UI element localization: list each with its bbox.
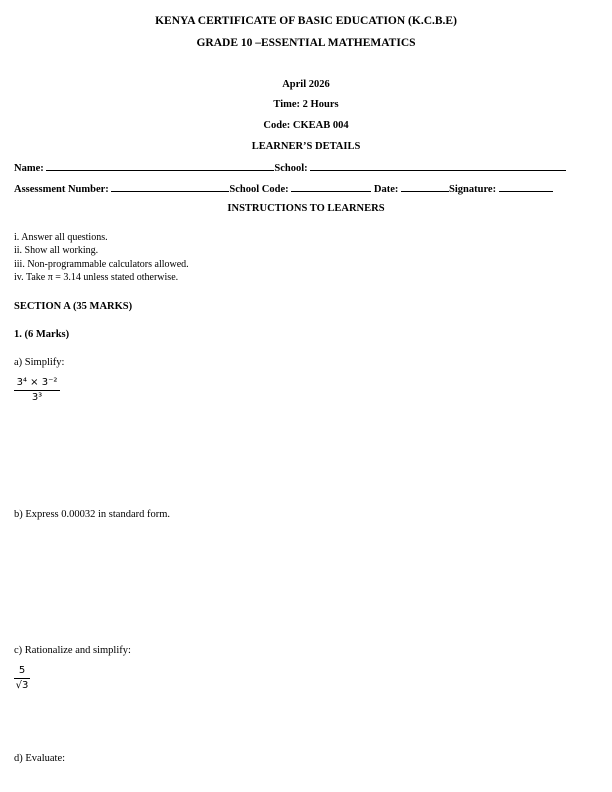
fraction-numerator: 3⁴ × 3⁻² (16, 377, 58, 388)
date-label: Date: (373, 184, 399, 195)
assessment-number-label: Assessment Number: (14, 184, 109, 195)
instruction-item: ii. Show all working. (14, 245, 99, 257)
signature-field[interactable] (499, 181, 553, 192)
learner-fields-row-2 (14, 181, 598, 196)
fraction-denominator: √3 (15, 680, 29, 691)
school-code-field[interactable] (291, 181, 371, 192)
instruction-item: i. Answer all questions. (14, 232, 108, 243)
question-1c-prompt: c) Rationalize and simplify: (14, 645, 131, 656)
question-1a-fraction (14, 377, 60, 404)
fraction-numerator: 5 (18, 665, 26, 676)
fraction-denominator: 3³ (31, 392, 43, 403)
exam-code: Code: CKEAB 004 (263, 120, 349, 131)
instruction-item: iii. Non-programmable calculators allowed. (14, 258, 189, 270)
question-1b-prompt: b) Express 0.00032 in standard form. (14, 509, 171, 520)
school-field[interactable] (310, 160, 566, 171)
section-a-heading: SECTION A (35 MARKS) (14, 301, 133, 312)
signature-label: Signature: (449, 184, 497, 195)
school-label: School: (274, 163, 308, 174)
instruction-item: iv. Take π = 3.14 unless stated otherwise. (14, 271, 179, 283)
exam-subject: GRADE 10 –ESSENTIAL MATHEMATICS (196, 37, 416, 49)
learner-details-heading: LEARNER’S DETAILS (251, 141, 361, 152)
instructions-heading: INSTRUCTIONS TO LEARNERS (227, 203, 385, 214)
learner-fields-row-1 (14, 160, 598, 175)
school-code-label: School Code: (229, 184, 289, 195)
exam-date: April 2026 (282, 79, 330, 90)
exam-duration: Time: 2 Hours (273, 99, 339, 110)
question-1a-prompt: a) Simplify: (14, 357, 65, 368)
question-1-heading: 1. (6 Marks) (14, 329, 70, 340)
name-field[interactable] (46, 160, 274, 171)
exam-title: KENYA CERTIFICATE OF BASIC EDUCATION (K.C.B.E) (155, 15, 457, 27)
assessment-number-field[interactable] (111, 181, 229, 192)
question-1d-prompt: d) Evaluate: (14, 753, 66, 764)
instructions-list (14, 231, 189, 284)
question-1c-fraction (14, 665, 30, 692)
name-label: Name: (14, 163, 44, 174)
date-field[interactable] (401, 181, 449, 192)
